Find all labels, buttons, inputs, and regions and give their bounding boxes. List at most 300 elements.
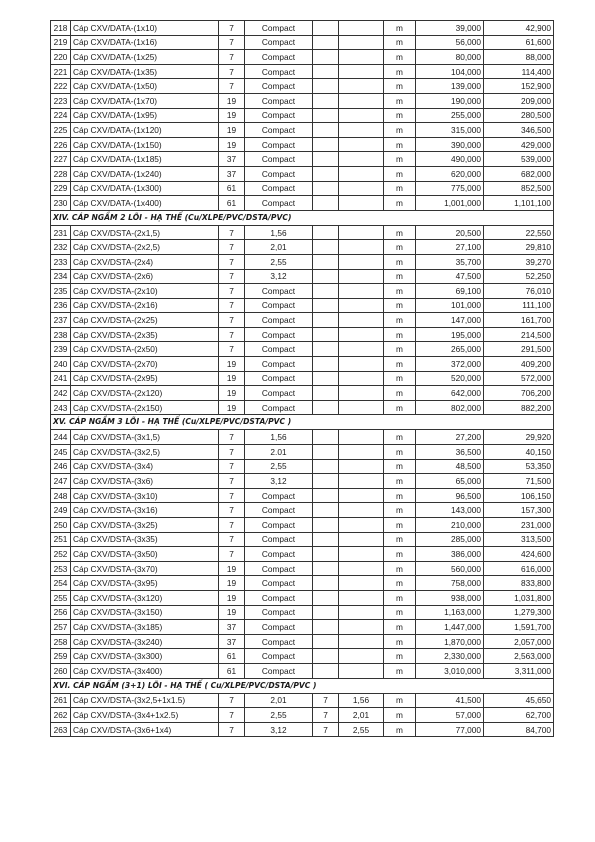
unit: m xyxy=(384,400,416,415)
conductor-type: Compact xyxy=(245,561,313,576)
neutral-strand-count xyxy=(313,590,339,605)
row-number: 254 xyxy=(51,576,71,591)
strand-count: 19 xyxy=(219,108,245,123)
table-row xyxy=(51,123,554,138)
price-before-vat: 35,700 xyxy=(416,254,484,269)
strand-count: 19 xyxy=(219,357,245,372)
row-number: 231 xyxy=(51,225,71,240)
table-row xyxy=(51,518,554,533)
strand-count: 7 xyxy=(219,459,245,474)
price-before-vat: 27,100 xyxy=(416,240,484,255)
conductor-type: Compact xyxy=(245,64,313,79)
neutral-strand-count xyxy=(313,166,339,181)
unit: m xyxy=(384,386,416,401)
neutral-conductor-size xyxy=(339,152,384,167)
price-before-vat: 195,000 xyxy=(416,327,484,342)
cable-name: Cáp CXV/DSTA-(3x95) xyxy=(71,576,219,591)
neutral-strand-count xyxy=(313,64,339,79)
section-header-row xyxy=(51,415,554,430)
price-with-vat: 161,700 xyxy=(484,313,554,328)
cable-name: Cáp CXV/DSTA-(3x185) xyxy=(71,620,219,635)
conductor-type: Compact xyxy=(245,21,313,36)
table-row xyxy=(51,400,554,415)
price-with-vat: 409,200 xyxy=(484,357,554,372)
price-before-vat: 620,000 xyxy=(416,166,484,181)
unit: m xyxy=(384,532,416,547)
table-row xyxy=(51,605,554,620)
unit: m xyxy=(384,108,416,123)
neutral-conductor-size xyxy=(339,123,384,138)
section-header-row xyxy=(51,210,554,225)
unit: m xyxy=(384,488,416,503)
cable-name: Cáp CXV/DSTA-(3x240) xyxy=(71,634,219,649)
price-before-vat: 386,000 xyxy=(416,547,484,562)
row-number: 241 xyxy=(51,371,71,386)
price-with-vat: 29,920 xyxy=(484,430,554,445)
strand-count: 7 xyxy=(219,708,245,723)
unit: m xyxy=(384,21,416,36)
strand-count: 7 xyxy=(219,254,245,269)
price-with-vat: 280,500 xyxy=(484,108,554,123)
conductor-type: Compact xyxy=(245,123,313,138)
strand-count: 7 xyxy=(219,474,245,489)
price-with-vat: 1,591,700 xyxy=(484,620,554,635)
unit: m xyxy=(384,605,416,620)
price-before-vat: 372,000 xyxy=(416,357,484,372)
conductor-type: Compact xyxy=(245,181,313,196)
section-title: XV. CÁP NGẦM 3 LÕI - HẠ THẾ (Cu/XLPE/PVC/DSTA/PVC ) xyxy=(51,415,554,430)
strand-count: 7 xyxy=(219,547,245,562)
neutral-conductor-size xyxy=(339,445,384,460)
row-number: 242 xyxy=(51,386,71,401)
price-before-vat: 560,000 xyxy=(416,561,484,576)
price-before-vat: 775,000 xyxy=(416,181,484,196)
table-row xyxy=(51,386,554,401)
price-with-vat: 682,000 xyxy=(484,166,554,181)
row-number: 236 xyxy=(51,298,71,313)
unit: m xyxy=(384,269,416,284)
conductor-type: Compact xyxy=(245,137,313,152)
neutral-strand-count xyxy=(313,108,339,123)
unit: m xyxy=(384,64,416,79)
conductor-type: Compact xyxy=(245,386,313,401)
price-with-vat: 157,300 xyxy=(484,503,554,518)
unit: m xyxy=(384,518,416,533)
price-with-vat: 214,500 xyxy=(484,327,554,342)
price-before-vat: 48,500 xyxy=(416,459,484,474)
cable-name: Cáp CXV/DATA-(1x25) xyxy=(71,50,219,65)
row-number: 246 xyxy=(51,459,71,474)
cable-price-table xyxy=(50,20,554,737)
neutral-strand-count xyxy=(313,663,339,678)
strand-count: 19 xyxy=(219,400,245,415)
neutral-strand-count xyxy=(313,400,339,415)
price-with-vat: 106,150 xyxy=(484,488,554,503)
price-before-vat: 1,001,000 xyxy=(416,196,484,211)
table-row xyxy=(51,488,554,503)
cable-name: Cáp CXV/DATA-(1x50) xyxy=(71,79,219,94)
cable-name: Cáp CXV/DATA-(1x150) xyxy=(71,137,219,152)
table-row xyxy=(51,93,554,108)
price-before-vat: 41,500 xyxy=(416,693,484,708)
table-row xyxy=(51,357,554,372)
table-row xyxy=(51,634,554,649)
table-row xyxy=(51,137,554,152)
conductor-type: 2,01 xyxy=(245,240,313,255)
neutral-strand-count xyxy=(313,152,339,167)
unit: m xyxy=(384,166,416,181)
price-before-vat: 1,447,000 xyxy=(416,620,484,635)
neutral-strand-count xyxy=(313,93,339,108)
cable-name: Cáp CXV/DSTA-(2x120) xyxy=(71,386,219,401)
unit: m xyxy=(384,708,416,723)
strand-count: 19 xyxy=(219,371,245,386)
table-row xyxy=(51,254,554,269)
price-before-vat: 36,500 xyxy=(416,445,484,460)
table-row xyxy=(51,166,554,181)
neutral-conductor-size xyxy=(339,488,384,503)
unit: m xyxy=(384,430,416,445)
neutral-strand-count xyxy=(313,561,339,576)
unit: m xyxy=(384,445,416,460)
neutral-strand-count xyxy=(313,605,339,620)
cable-name: Cáp CXV/DATA-(1x35) xyxy=(71,64,219,79)
price-before-vat: 1,163,000 xyxy=(416,605,484,620)
price-before-vat: 2,330,000 xyxy=(416,649,484,664)
neutral-strand-count xyxy=(313,327,339,342)
strand-count: 19 xyxy=(219,605,245,620)
strand-count: 7 xyxy=(219,327,245,342)
price-with-vat: 2,057,000 xyxy=(484,634,554,649)
table-row xyxy=(51,313,554,328)
price-with-vat: 29,810 xyxy=(484,240,554,255)
table-row xyxy=(51,327,554,342)
neutral-conductor-size xyxy=(339,590,384,605)
row-number: 224 xyxy=(51,108,71,123)
row-number: 249 xyxy=(51,503,71,518)
unit: m xyxy=(384,503,416,518)
conductor-type: Compact xyxy=(245,93,313,108)
neutral-conductor-size xyxy=(339,430,384,445)
cable-name: Cáp CXV/DSTA-(3x120) xyxy=(71,590,219,605)
conductor-type: 2,55 xyxy=(245,708,313,723)
strand-count: 19 xyxy=(219,137,245,152)
strand-count: 61 xyxy=(219,196,245,211)
conductor-type: 3,12 xyxy=(245,474,313,489)
neutral-conductor-size: 2,01 xyxy=(339,708,384,723)
strand-count: 7 xyxy=(219,430,245,445)
row-number: 225 xyxy=(51,123,71,138)
table-row xyxy=(51,152,554,167)
row-number: 258 xyxy=(51,634,71,649)
neutral-strand-count: 7 xyxy=(313,722,339,737)
conductor-type: 2,55 xyxy=(245,459,313,474)
price-before-vat: 255,000 xyxy=(416,108,484,123)
unit: m xyxy=(384,123,416,138)
price-with-vat: 833,800 xyxy=(484,576,554,591)
neutral-strand-count xyxy=(313,254,339,269)
neutral-strand-count xyxy=(313,123,339,138)
unit: m xyxy=(384,137,416,152)
row-number: 230 xyxy=(51,196,71,211)
table-row xyxy=(51,445,554,460)
strand-count: 7 xyxy=(219,342,245,357)
conductor-type: Compact xyxy=(245,400,313,415)
price-with-vat: 572,000 xyxy=(484,371,554,386)
neutral-conductor-size xyxy=(339,93,384,108)
cable-name: Cáp CXV/DSTA-(2x95) xyxy=(71,371,219,386)
strand-count: 7 xyxy=(219,503,245,518)
table-row xyxy=(51,64,554,79)
row-number: 261 xyxy=(51,693,71,708)
neutral-conductor-size xyxy=(339,400,384,415)
cable-name: Cáp CXV/DSTA-(2x6) xyxy=(71,269,219,284)
cable-name: Cáp CXV/DSTA-(3x6+1x4) xyxy=(71,722,219,737)
price-before-vat: 390,000 xyxy=(416,137,484,152)
row-number: 250 xyxy=(51,518,71,533)
neutral-conductor-size xyxy=(339,269,384,284)
row-number: 234 xyxy=(51,269,71,284)
price-before-vat: 315,000 xyxy=(416,123,484,138)
cable-name: Cáp CXV/DATA-(1x70) xyxy=(71,93,219,108)
price-with-vat: 706,200 xyxy=(484,386,554,401)
row-number: 255 xyxy=(51,590,71,605)
price-with-vat: 852,500 xyxy=(484,181,554,196)
price-with-vat: 616,000 xyxy=(484,561,554,576)
price-with-vat: 291,500 xyxy=(484,342,554,357)
cable-name: Cáp CXV/DSTA-(3x300) xyxy=(71,649,219,664)
unit: m xyxy=(384,225,416,240)
conductor-type: 3,12 xyxy=(245,269,313,284)
price-with-vat: 76,010 xyxy=(484,284,554,299)
strand-count: 7 xyxy=(219,488,245,503)
cable-name: Cáp CXV/DSTA-(2x10) xyxy=(71,284,219,299)
row-number: 243 xyxy=(51,400,71,415)
neutral-strand-count xyxy=(313,240,339,255)
cable-name: Cáp CXV/DSTA-(3x4) xyxy=(71,459,219,474)
neutral-conductor-size xyxy=(339,518,384,533)
neutral-conductor-size xyxy=(339,605,384,620)
neutral-conductor-size xyxy=(339,181,384,196)
unit: m xyxy=(384,313,416,328)
strand-count: 7 xyxy=(219,298,245,313)
price-before-vat: 47,500 xyxy=(416,269,484,284)
unit: m xyxy=(384,342,416,357)
price-with-vat: 882,200 xyxy=(484,400,554,415)
row-number: 229 xyxy=(51,181,71,196)
row-number: 252 xyxy=(51,547,71,562)
conductor-type: 2.01 xyxy=(245,445,313,460)
unit: m xyxy=(384,459,416,474)
neutral-strand-count: 7 xyxy=(313,693,339,708)
row-number: 260 xyxy=(51,663,71,678)
strand-count: 7 xyxy=(219,79,245,94)
price-before-vat: 69,100 xyxy=(416,284,484,299)
cable-name: Cáp CXV/DSTA-(2x70) xyxy=(71,357,219,372)
conductor-type: Compact xyxy=(245,649,313,664)
cable-name: Cáp CXV/DSTA-(3x25) xyxy=(71,518,219,533)
row-number: 257 xyxy=(51,620,71,635)
neutral-conductor-size xyxy=(339,108,384,123)
price-with-vat: 39,270 xyxy=(484,254,554,269)
neutral-strand-count xyxy=(313,459,339,474)
section-header-row xyxy=(51,678,554,693)
table-row xyxy=(51,108,554,123)
table-row xyxy=(51,722,554,737)
price-before-vat: 57,000 xyxy=(416,708,484,723)
neutral-strand-count xyxy=(313,342,339,357)
conductor-type: Compact xyxy=(245,108,313,123)
price-before-vat: 520,000 xyxy=(416,371,484,386)
table-row xyxy=(51,532,554,547)
price-before-vat: 80,000 xyxy=(416,50,484,65)
neutral-conductor-size xyxy=(339,225,384,240)
unit: m xyxy=(384,620,416,635)
unit: m xyxy=(384,196,416,211)
row-number: 223 xyxy=(51,93,71,108)
neutral-strand-count xyxy=(313,634,339,649)
neutral-conductor-size xyxy=(339,196,384,211)
strand-count: 37 xyxy=(219,166,245,181)
section-title: XVI. CÁP NGẦM (3+1) LÕI - HẠ THẾ ( Cu/XLPE/PVC/DSTA/PVC ) xyxy=(51,678,554,693)
cable-name: Cáp CXV/DSTA-(2x1,5) xyxy=(71,225,219,240)
price-before-vat: 27,200 xyxy=(416,430,484,445)
unit: m xyxy=(384,50,416,65)
neutral-strand-count xyxy=(313,137,339,152)
strand-count: 7 xyxy=(219,21,245,36)
unit: m xyxy=(384,240,416,255)
strand-count: 19 xyxy=(219,123,245,138)
neutral-strand-count xyxy=(313,284,339,299)
unit: m xyxy=(384,722,416,737)
neutral-strand-count xyxy=(313,620,339,635)
price-before-vat: 490,000 xyxy=(416,152,484,167)
price-with-vat: 1,279,300 xyxy=(484,605,554,620)
cable-name: Cáp CXV/DSTA-(3x50) xyxy=(71,547,219,562)
strand-count: 7 xyxy=(219,35,245,50)
row-number: 227 xyxy=(51,152,71,167)
strand-count: 61 xyxy=(219,181,245,196)
cable-name: Cáp CXV/DSTA-(3x2,5) xyxy=(71,445,219,460)
strand-count: 7 xyxy=(219,50,245,65)
neutral-conductor-size xyxy=(339,254,384,269)
table-row xyxy=(51,459,554,474)
price-before-vat: 642,000 xyxy=(416,386,484,401)
conductor-type: Compact xyxy=(245,488,313,503)
unit: m xyxy=(384,298,416,313)
strand-count: 37 xyxy=(219,634,245,649)
conductor-type: Compact xyxy=(245,620,313,635)
conductor-type: Compact xyxy=(245,357,313,372)
price-with-vat: 209,000 xyxy=(484,93,554,108)
neutral-strand-count xyxy=(313,430,339,445)
row-number: 218 xyxy=(51,21,71,36)
conductor-type: 1,56 xyxy=(245,430,313,445)
cable-name: Cáp CXV/DSTA-(2x50) xyxy=(71,342,219,357)
table-row xyxy=(51,371,554,386)
neutral-conductor-size xyxy=(339,386,384,401)
price-before-vat: 20,500 xyxy=(416,225,484,240)
cable-name: Cáp CXV/DATA-(1x185) xyxy=(71,152,219,167)
strand-count: 7 xyxy=(219,445,245,460)
price-before-vat: 56,000 xyxy=(416,35,484,50)
price-with-vat: 539,000 xyxy=(484,152,554,167)
table-row xyxy=(51,576,554,591)
row-number: 247 xyxy=(51,474,71,489)
conductor-type: Compact xyxy=(245,196,313,211)
cable-name: Cáp CXV/DSTA-(2x150) xyxy=(71,400,219,415)
price-before-vat: 139,000 xyxy=(416,79,484,94)
price-with-vat: 71,500 xyxy=(484,474,554,489)
row-number: 256 xyxy=(51,605,71,620)
price-with-vat: 40,150 xyxy=(484,445,554,460)
unit: m xyxy=(384,547,416,562)
cable-name: Cáp CXV/DATA-(1x300) xyxy=(71,181,219,196)
table-row xyxy=(51,663,554,678)
neutral-strand-count: 7 xyxy=(313,708,339,723)
strand-count: 7 xyxy=(219,64,245,79)
table-row xyxy=(51,561,554,576)
conductor-type: 3,12 xyxy=(245,722,313,737)
cable-name: Cáp CXV/DSTA-(3x6) xyxy=(71,474,219,489)
neutral-strand-count xyxy=(313,50,339,65)
row-number: 263 xyxy=(51,722,71,737)
neutral-conductor-size xyxy=(339,371,384,386)
table-row xyxy=(51,708,554,723)
strand-count: 7 xyxy=(219,225,245,240)
price-with-vat: 1,031,800 xyxy=(484,590,554,605)
cable-name: Cáp CXV/DSTA-(2x35) xyxy=(71,327,219,342)
neutral-strand-count xyxy=(313,357,339,372)
neutral-conductor-size: 1,56 xyxy=(339,693,384,708)
table-row xyxy=(51,547,554,562)
cable-name: Cáp CXV/DATA-(1x240) xyxy=(71,166,219,181)
price-with-vat: 88,000 xyxy=(484,50,554,65)
neutral-strand-count xyxy=(313,386,339,401)
table-row xyxy=(51,50,554,65)
cable-name: Cáp CXV/DATA-(1x10) xyxy=(71,21,219,36)
row-number: 233 xyxy=(51,254,71,269)
price-before-vat: 77,000 xyxy=(416,722,484,737)
unit: m xyxy=(384,284,416,299)
unit: m xyxy=(384,181,416,196)
table-row xyxy=(51,693,554,708)
price-with-vat: 45,650 xyxy=(484,693,554,708)
unit: m xyxy=(384,576,416,591)
neutral-strand-count xyxy=(313,196,339,211)
table-row xyxy=(51,620,554,635)
cable-name: Cáp CXV/DSTA-(3x150) xyxy=(71,605,219,620)
table-row xyxy=(51,181,554,196)
table-row xyxy=(51,225,554,240)
cable-name: Cáp CXV/DSTA-(2x16) xyxy=(71,298,219,313)
conductor-type: 1,56 xyxy=(245,225,313,240)
conductor-type: Compact xyxy=(245,371,313,386)
neutral-conductor-size xyxy=(339,79,384,94)
strand-count: 7 xyxy=(219,518,245,533)
price-before-vat: 210,000 xyxy=(416,518,484,533)
conductor-type: 2,01 xyxy=(245,693,313,708)
cable-name: Cáp CXV/DSTA-(3x400) xyxy=(71,663,219,678)
conductor-type: Compact xyxy=(245,298,313,313)
strand-count: 7 xyxy=(219,532,245,547)
neutral-strand-count xyxy=(313,225,339,240)
neutral-strand-count xyxy=(313,445,339,460)
strand-count: 19 xyxy=(219,93,245,108)
cable-name: Cáp CXV/DSTA-(3x10) xyxy=(71,488,219,503)
table-row xyxy=(51,284,554,299)
strand-count: 19 xyxy=(219,386,245,401)
